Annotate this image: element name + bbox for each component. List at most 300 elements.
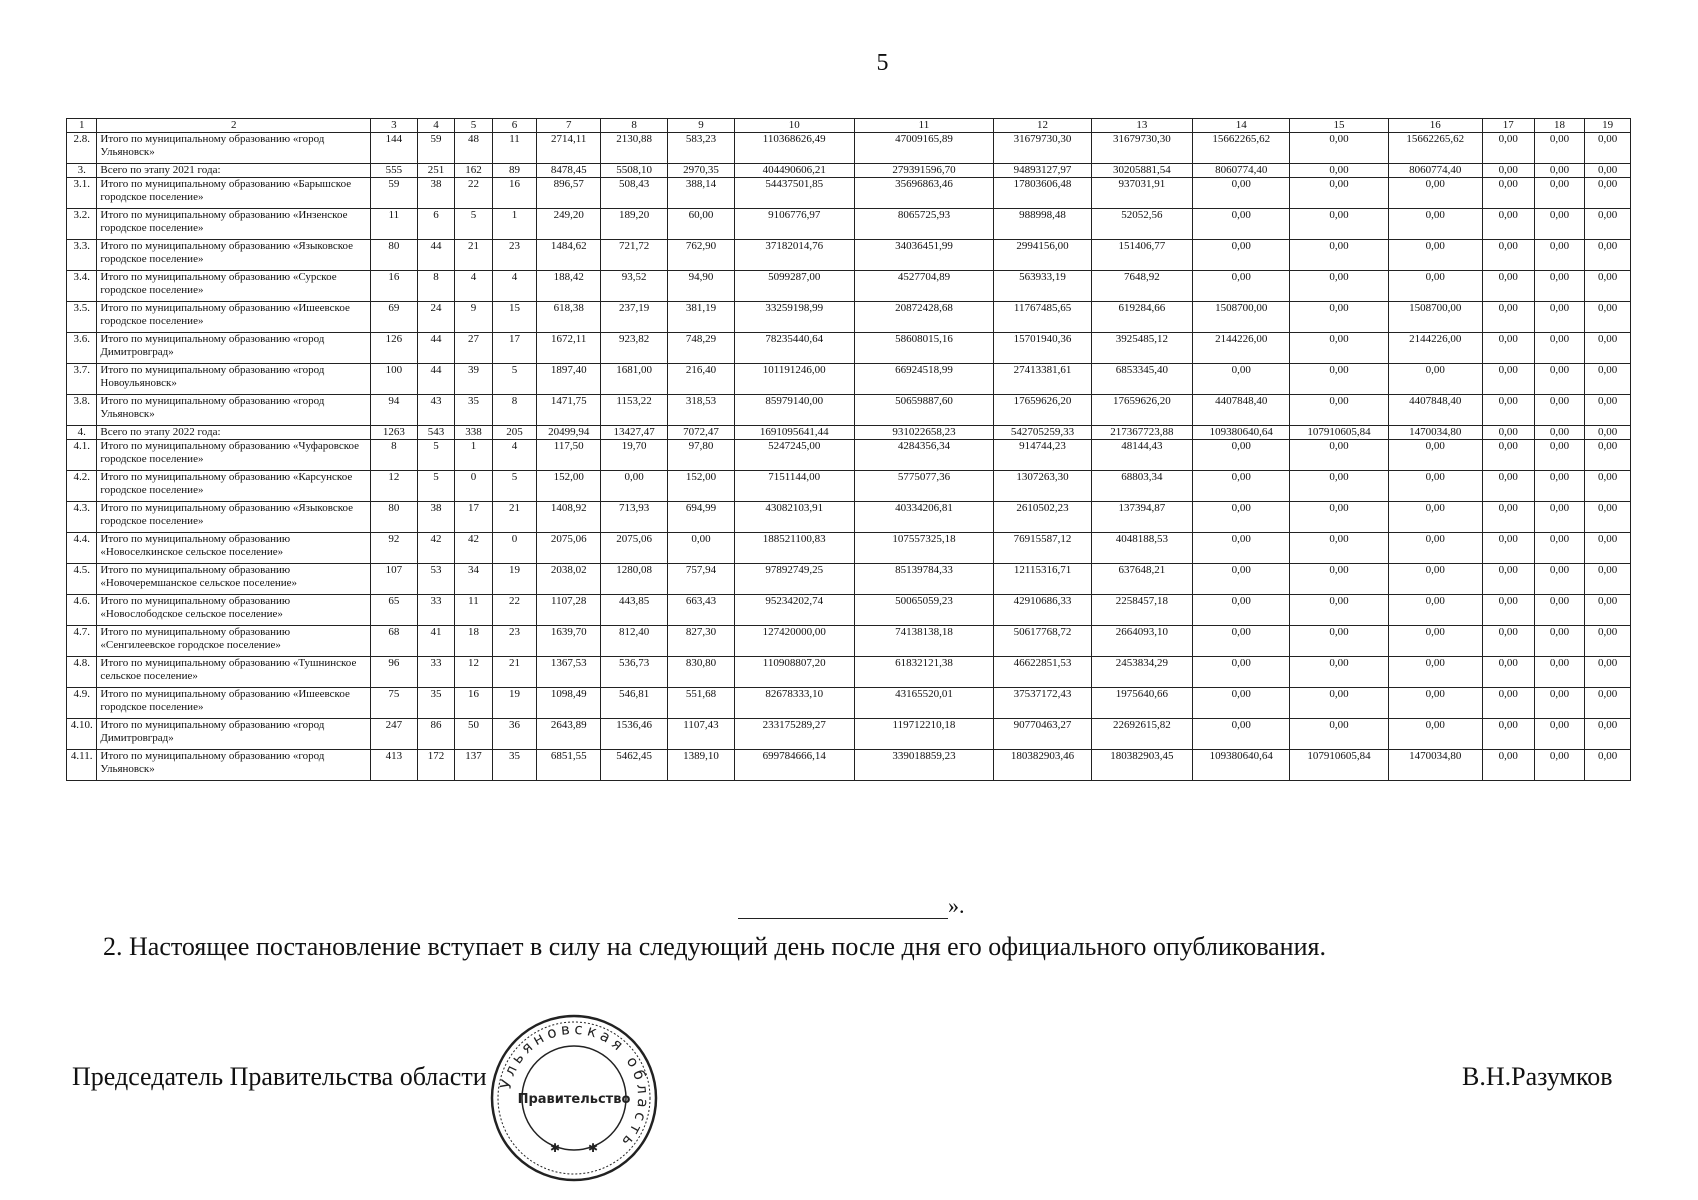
table-cell: 555: [371, 164, 418, 178]
table-cell: 7072,47: [668, 426, 735, 440]
table-cell: 0,00: [1193, 719, 1290, 750]
table-cell: 339018859,23: [854, 750, 994, 781]
table-cell: 172: [417, 750, 455, 781]
table-row: [67, 333, 1631, 364]
table-cell: 914744,23: [994, 440, 1091, 471]
table-cell: 0,00: [1290, 719, 1388, 750]
table-cell: 318,53: [668, 395, 735, 426]
table-cell: 127420000,00: [734, 626, 854, 657]
table-cell: 31679730,30: [994, 133, 1091, 164]
table-cell: 0,00: [1290, 178, 1388, 209]
table-cell: 35: [492, 750, 537, 781]
table-row: [67, 395, 1631, 426]
table-cell: 46622851,53: [994, 657, 1091, 688]
table-cell: 5: [492, 364, 537, 395]
data-table: [66, 118, 1631, 781]
table-cell: 1107,43: [668, 719, 735, 750]
table-cell: 30205881,54: [1091, 164, 1192, 178]
table-row: [67, 750, 1631, 781]
table-cell: 66924518,99: [854, 364, 994, 395]
table-cell: 1897,40: [537, 364, 601, 395]
table-cell: 92: [371, 533, 418, 564]
table-cell: 107910605,84: [1290, 426, 1388, 440]
table-row: [67, 595, 1631, 626]
table-cell: 1098,49: [537, 688, 601, 719]
row-name-cell: Итого по муниципальному образованию «Инзенское городское поселение»: [97, 209, 371, 240]
column-header: 11: [854, 119, 994, 133]
table-cell: 2144226,00: [1193, 333, 1290, 364]
table-row: [67, 471, 1631, 502]
row-name-cell: Итого по муниципальному образованию «Тушнинское сельское поселение»: [97, 657, 371, 688]
table-cell: 22: [492, 595, 537, 626]
row-number-cell: 3.4.: [67, 271, 97, 302]
table-cell: 2610502,23: [994, 502, 1091, 533]
table-cell: 43165520,01: [854, 688, 994, 719]
table-cell: 0,00: [1290, 657, 1388, 688]
table-cell: 0,00: [1534, 364, 1585, 395]
table-cell: 59: [371, 178, 418, 209]
table-cell: 5: [417, 440, 455, 471]
table-cell: 0,00: [1193, 471, 1290, 502]
table-cell: 9106776,97: [734, 209, 854, 240]
table-cell: 699784666,14: [734, 750, 854, 781]
table-cell: 2643,89: [537, 719, 601, 750]
table-cell: 8: [492, 395, 537, 426]
row-name-cell: Итого по муниципальному образованию «Новоселкинское сельское поселение»: [97, 533, 371, 564]
table-cell: 0,00: [1388, 533, 1482, 564]
table-cell: 338: [455, 426, 493, 440]
table-cell: 0: [492, 533, 537, 564]
table-cell: 43082103,91: [734, 502, 854, 533]
row-number-cell: 4.7.: [67, 626, 97, 657]
table-cell: 180382903,46: [994, 750, 1091, 781]
table-cell: 0: [455, 471, 493, 502]
column-header: 15: [1290, 119, 1388, 133]
table-cell: 0,00: [1290, 395, 1388, 426]
table-cell: 0,00: [1585, 133, 1631, 164]
table-cell: 1389,10: [668, 750, 735, 781]
table-cell: 144: [371, 133, 418, 164]
row-number-cell: 4.: [67, 426, 97, 440]
table-cell: 0,00: [601, 471, 668, 502]
table-cell: 11: [492, 133, 537, 164]
table-cell: 694,99: [668, 502, 735, 533]
table-cell: 152,00: [537, 471, 601, 502]
table-cell: 0,00: [1290, 364, 1388, 395]
official-stamp: [488, 1012, 660, 1184]
table-cell: 443,85: [601, 595, 668, 626]
table-cell: 0,00: [1482, 333, 1534, 364]
table-cell: 189,20: [601, 209, 668, 240]
table-cell: 413: [371, 750, 418, 781]
row-name-cell: Всего по этапу 2021 года:: [97, 164, 371, 178]
column-header: 9: [668, 119, 735, 133]
table-cell: 0,00: [1534, 564, 1585, 595]
table-cell: 110368626,49: [734, 133, 854, 164]
table-cell: 0,00: [1290, 440, 1388, 471]
table-cell: 0,00: [1388, 209, 1482, 240]
table-cell: 44: [417, 333, 455, 364]
table-cell: 2664093,10: [1091, 626, 1192, 657]
row-number-cell: 3.3.: [67, 240, 97, 271]
table-cell: 41: [417, 626, 455, 657]
table-cell: 0,00: [1290, 471, 1388, 502]
table-cell: 65: [371, 595, 418, 626]
table-cell: 0,00: [1585, 395, 1631, 426]
signer-title: Председатель Правительства области: [72, 1062, 487, 1091]
table-cell: 0,00: [1388, 657, 1482, 688]
table-cell: 0,00: [1388, 564, 1482, 595]
table-row: [67, 719, 1631, 750]
table-row: [67, 240, 1631, 271]
table-cell: 1508700,00: [1193, 302, 1290, 333]
table-cell: 13427,47: [601, 426, 668, 440]
table-cell: 217367723,88: [1091, 426, 1192, 440]
table-cell: 11767485,65: [994, 302, 1091, 333]
table-cell: 17659626,20: [994, 395, 1091, 426]
table-cell: 0,00: [1585, 240, 1631, 271]
table-cell: 0,00: [1193, 502, 1290, 533]
table-cell: 0,00: [1585, 533, 1631, 564]
table-cell: 15: [492, 302, 537, 333]
stamp-star-icon: ✱: [588, 1141, 599, 1155]
table-cell: 0,00: [1482, 178, 1534, 209]
row-name-cell: Итого по муниципальному образованию «Новочеремшанское сельское поселение»: [97, 564, 371, 595]
table-cell: 27413381,61: [994, 364, 1091, 395]
table-cell: 0,00: [668, 533, 735, 564]
table-cell: 93,52: [601, 271, 668, 302]
table-cell: 19: [492, 564, 537, 595]
table-cell: 0,00: [1290, 502, 1388, 533]
table-cell: 0,00: [1585, 164, 1631, 178]
table-cell: 17803606,48: [994, 178, 1091, 209]
table-cell: 713,93: [601, 502, 668, 533]
table-cell: 762,90: [668, 240, 735, 271]
table-cell: 0,00: [1482, 271, 1534, 302]
table-cell: 0,00: [1193, 271, 1290, 302]
row-name-cell: Итого по муниципальному образованию «Ишеевское городское поселение»: [97, 688, 371, 719]
table-cell: 12: [371, 471, 418, 502]
table-cell: 15662265,62: [1193, 133, 1290, 164]
table-cell: 35696863,46: [854, 178, 994, 209]
table-cell: 381,19: [668, 302, 735, 333]
row-number-cell: 3.2.: [67, 209, 97, 240]
table-cell: 59: [417, 133, 455, 164]
table-cell: 0,00: [1388, 719, 1482, 750]
table-cell: 4407848,40: [1388, 395, 1482, 426]
row-name-cell: Итого по муниципальному образованию «город Ульяновск»: [97, 750, 371, 781]
table-cell: 812,40: [601, 626, 668, 657]
table-cell: 36: [492, 719, 537, 750]
table-cell: 42910686,33: [994, 595, 1091, 626]
total-row: [67, 164, 1631, 178]
row-name-cell: Итого по муниципальному образованию «город Новоульяновск»: [97, 364, 371, 395]
table-cell: 50: [455, 719, 493, 750]
table-row: [67, 440, 1631, 471]
table-cell: 162: [455, 164, 493, 178]
table-cell: 50617768,72: [994, 626, 1091, 657]
table-cell: 0,00: [1482, 240, 1534, 271]
stamp-ring-text: Ульяновская область: [496, 1019, 653, 1154]
table-cell: 47009165,89: [854, 133, 994, 164]
table-cell: 69: [371, 302, 418, 333]
table-cell: 536,73: [601, 657, 668, 688]
table-cell: 1508700,00: [1388, 302, 1482, 333]
column-header: 19: [1585, 119, 1631, 133]
table-cell: 4407848,40: [1193, 395, 1290, 426]
table-cell: 1263: [371, 426, 418, 440]
column-header: 8: [601, 119, 668, 133]
table-cell: 2130,88: [601, 133, 668, 164]
table-cell: 35: [455, 395, 493, 426]
column-header: 7: [537, 119, 601, 133]
table-cell: 68803,34: [1091, 471, 1192, 502]
table-cell: 931022658,23: [854, 426, 994, 440]
svg-text:Ульяновская область: [497, 1020, 653, 1153]
table-row: [67, 133, 1631, 164]
table-cell: 4048188,53: [1091, 533, 1192, 564]
table-cell: 0,00: [1585, 178, 1631, 209]
table-cell: 15662265,62: [1388, 133, 1482, 164]
table-cell: 0,00: [1388, 178, 1482, 209]
table-cell: 17: [455, 502, 493, 533]
row-number-cell: 4.11.: [67, 750, 97, 781]
table-cell: 0,00: [1534, 626, 1585, 657]
table-cell: 0,00: [1482, 626, 1534, 657]
table-cell: 5508,10: [601, 164, 668, 178]
table-cell: 830,80: [668, 657, 735, 688]
table-cell: 5: [455, 209, 493, 240]
table-cell: 23: [492, 240, 537, 271]
table-cell: 0,00: [1388, 502, 1482, 533]
table-cell: 24: [417, 302, 455, 333]
table-cell: 1484,62: [537, 240, 601, 271]
table-cell: 5: [417, 471, 455, 502]
table-cell: 2258457,18: [1091, 595, 1192, 626]
table-row: [67, 533, 1631, 564]
table-cell: 58608015,16: [854, 333, 994, 364]
table-cell: 2714,11: [537, 133, 601, 164]
table-cell: 0,00: [1193, 440, 1290, 471]
table-cell: 388,14: [668, 178, 735, 209]
table-cell: 44: [417, 240, 455, 271]
table-cell: 0,00: [1388, 595, 1482, 626]
table-cell: 68: [371, 626, 418, 657]
table-cell: 0,00: [1290, 333, 1388, 364]
table-cell: 2075,06: [601, 533, 668, 564]
table-cell: 205: [492, 426, 537, 440]
table-cell: 44: [417, 364, 455, 395]
table-cell: 5: [492, 471, 537, 502]
table-cell: 0,00: [1534, 471, 1585, 502]
table-cell: 188521100,83: [734, 533, 854, 564]
table-cell: 0,00: [1482, 533, 1534, 564]
table-cell: 109380640,64: [1193, 750, 1290, 781]
table-cell: 0,00: [1290, 133, 1388, 164]
table-cell: 0,00: [1388, 364, 1482, 395]
table-cell: 251: [417, 164, 455, 178]
closing-quote: [738, 893, 965, 919]
column-header: 6: [492, 119, 537, 133]
table-cell: 126: [371, 333, 418, 364]
row-name-cell: Итого по муниципальному образованию «Сурское городское поселение»: [97, 271, 371, 302]
table-cell: 152,00: [668, 471, 735, 502]
table-cell: 6853345,40: [1091, 364, 1192, 395]
row-number-cell: 4.9.: [67, 688, 97, 719]
table-cell: 2144226,00: [1388, 333, 1482, 364]
table-cell: 38: [417, 178, 455, 209]
table-cell: 0,00: [1585, 333, 1631, 364]
table-cell: 8065725,93: [854, 209, 994, 240]
table-cell: 17: [492, 333, 537, 364]
table-cell: 249,20: [537, 209, 601, 240]
table-cell: 97,80: [668, 440, 735, 471]
table-cell: 0,00: [1585, 595, 1631, 626]
table-cell: 15701940,36: [994, 333, 1091, 364]
table-cell: 0,00: [1388, 626, 1482, 657]
table-cell: 1639,70: [537, 626, 601, 657]
table-cell: 0,00: [1482, 395, 1534, 426]
table-cell: 0,00: [1193, 595, 1290, 626]
row-number-cell: 3.5.: [67, 302, 97, 333]
column-header: 13: [1091, 119, 1192, 133]
table-cell: 1975640,66: [1091, 688, 1192, 719]
table-cell: 0,00: [1388, 471, 1482, 502]
table-cell: 0,00: [1290, 271, 1388, 302]
table-cell: 35: [417, 688, 455, 719]
table-cell: 0,00: [1534, 395, 1585, 426]
row-number-cell: 4.10.: [67, 719, 97, 750]
table-cell: 0,00: [1388, 240, 1482, 271]
row-number-cell: 3.6.: [67, 333, 97, 364]
table-cell: 216,40: [668, 364, 735, 395]
table-cell: 0,00: [1534, 595, 1585, 626]
table-cell: 0,00: [1388, 271, 1482, 302]
table-row: [67, 302, 1631, 333]
column-header: 12: [994, 119, 1091, 133]
table-cell: 94,90: [668, 271, 735, 302]
table-cell: 0,00: [1585, 440, 1631, 471]
row-name-cell: Итого по муниципальному образованию «город Ульяновск»: [97, 133, 371, 164]
row-name-cell: Итого по муниципальному образованию «Карсунское городское поселение»: [97, 471, 371, 502]
table-cell: 937031,91: [1091, 178, 1192, 209]
table-cell: 237,19: [601, 302, 668, 333]
table-cell: 5099287,00: [734, 271, 854, 302]
table-cell: 50659887,60: [854, 395, 994, 426]
table-cell: 16: [455, 688, 493, 719]
table-cell: 0,00: [1193, 364, 1290, 395]
table-cell: 1471,75: [537, 395, 601, 426]
row-number-cell: 3.7.: [67, 364, 97, 395]
table-cell: 4: [492, 440, 537, 471]
table-cell: 50065059,23: [854, 595, 994, 626]
table-cell: 0,00: [1585, 657, 1631, 688]
table-cell: 0,00: [1482, 133, 1534, 164]
table-cell: 583,23: [668, 133, 735, 164]
table-body: [67, 133, 1631, 781]
table-cell: 0,00: [1585, 719, 1631, 750]
table-cell: 2075,06: [537, 533, 601, 564]
table-header: [67, 119, 1631, 133]
table-cell: 52052,56: [1091, 209, 1192, 240]
table-cell: 94893127,97: [994, 164, 1091, 178]
table-cell: 37537172,43: [994, 688, 1091, 719]
table-row: [67, 271, 1631, 302]
table-cell: 1367,53: [537, 657, 601, 688]
table-cell: 0,00: [1585, 502, 1631, 533]
table-cell: 0,00: [1388, 688, 1482, 719]
table-cell: 0,00: [1482, 657, 1534, 688]
table-cell: 233175289,27: [734, 719, 854, 750]
closing-mark: ».: [948, 893, 965, 918]
column-header: 2: [97, 119, 371, 133]
table-cell: 97892749,25: [734, 564, 854, 595]
table-cell: 0,00: [1585, 209, 1631, 240]
table-cell: 94: [371, 395, 418, 426]
table-cell: 60,00: [668, 209, 735, 240]
table-cell: 0,00: [1534, 302, 1585, 333]
table-cell: 1107,28: [537, 595, 601, 626]
table-cell: 896,57: [537, 178, 601, 209]
table-cell: 82678333,10: [734, 688, 854, 719]
table-cell: 663,43: [668, 595, 735, 626]
table-cell: 4: [455, 271, 493, 302]
table-cell: 0,00: [1193, 178, 1290, 209]
header-row: [67, 119, 1631, 133]
table-cell: 279391596,70: [854, 164, 994, 178]
table-cell: 90770463,27: [994, 719, 1091, 750]
table-cell: 188,42: [537, 271, 601, 302]
table-cell: 107910605,84: [1290, 750, 1388, 781]
table-cell: 542705259,33: [994, 426, 1091, 440]
table-cell: 101191246,00: [734, 364, 854, 395]
table-cell: 137394,87: [1091, 502, 1192, 533]
total-row: [67, 426, 1631, 440]
table-cell: 0,00: [1193, 688, 1290, 719]
table-cell: 37182014,76: [734, 240, 854, 271]
table-cell: 0,00: [1585, 271, 1631, 302]
table-cell: 0,00: [1534, 719, 1585, 750]
row-number-cell: 4.5.: [67, 564, 97, 595]
table-cell: 21: [492, 657, 537, 688]
table-cell: 43: [417, 395, 455, 426]
signer-name: В.Н.Разумков: [1462, 1062, 1613, 1091]
table-cell: 75: [371, 688, 418, 719]
table-cell: 1: [492, 209, 537, 240]
table-cell: 20872428,68: [854, 302, 994, 333]
column-header: 3: [371, 119, 418, 133]
table-cell: 0,00: [1534, 133, 1585, 164]
table-cell: 19: [492, 688, 537, 719]
column-header: 10: [734, 119, 854, 133]
table-cell: 0,00: [1290, 533, 1388, 564]
table-cell: 180382903,45: [1091, 750, 1192, 781]
table-cell: 86: [417, 719, 455, 750]
table-cell: 20499,94: [537, 426, 601, 440]
table-cell: 96: [371, 657, 418, 688]
table-cell: 0,00: [1290, 564, 1388, 595]
table-cell: 76915587,12: [994, 533, 1091, 564]
table-cell: 74138138,18: [854, 626, 994, 657]
table-row: [67, 502, 1631, 533]
table-cell: 618,38: [537, 302, 601, 333]
table-cell: 6: [417, 209, 455, 240]
table-cell: 757,94: [668, 564, 735, 595]
row-name-cell: Итого по муниципальному образованию «Языковское городское поселение»: [97, 240, 371, 271]
table-cell: 100: [371, 364, 418, 395]
table-row: [67, 178, 1631, 209]
row-name-cell: Итого по муниципальному образованию «Ишеевское городское поселение»: [97, 302, 371, 333]
